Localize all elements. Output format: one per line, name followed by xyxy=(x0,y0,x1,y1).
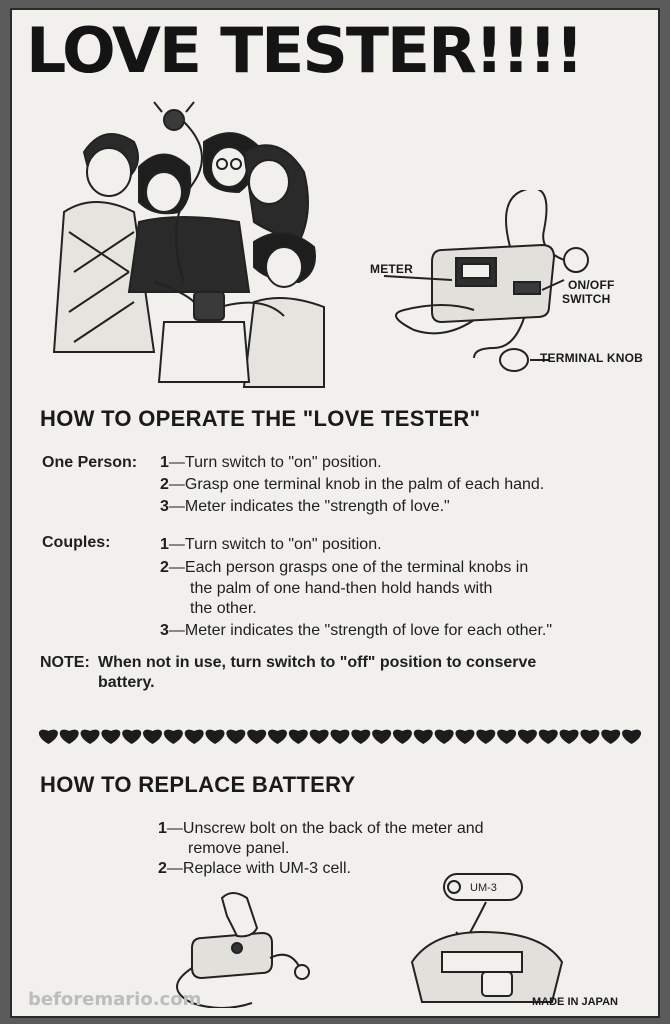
heart-icon xyxy=(476,730,495,744)
watermark: beforemario.com xyxy=(28,989,202,1010)
one-person-step-3: 3—Meter indicates the "strength of love." xyxy=(160,498,450,515)
hearts-divider xyxy=(38,724,642,748)
heart-icon xyxy=(226,730,245,744)
heart-icon xyxy=(101,730,120,744)
couples-step-2-cont1: the palm of one hand-then hold hands with xyxy=(190,580,493,597)
heart-icon xyxy=(414,730,433,744)
note-line-2: battery. xyxy=(98,674,155,691)
heart-icon xyxy=(497,730,516,744)
battery-step-1-cont: remove panel. xyxy=(188,840,290,857)
heart-icon xyxy=(518,730,537,744)
heart-icon xyxy=(560,730,579,744)
heart-icon xyxy=(143,730,162,744)
heart-icon xyxy=(580,730,599,744)
operate-heading: HOW TO OPERATE THE "LOVE TESTER" xyxy=(40,406,481,431)
people-illustration xyxy=(44,92,344,392)
heart-icon xyxy=(164,730,183,744)
heart-icon xyxy=(122,730,141,744)
one-person-step-1: 1—Turn switch to "on" position. xyxy=(160,454,382,471)
meter-label: METER xyxy=(370,262,413,276)
battery-compartment-illustration xyxy=(402,862,582,1012)
heart-icon xyxy=(268,730,287,744)
heart-icon xyxy=(351,730,370,744)
made-in-label: MADE IN JAPAN xyxy=(532,996,618,1008)
heart-icon xyxy=(60,730,79,744)
heart-icon xyxy=(435,730,454,744)
note-line-1: When not in use, turn switch to "off" position to conserve xyxy=(98,654,537,671)
switch-label-line1: ON/OFF xyxy=(568,278,615,292)
terminal-knob-label: TERMINAL KNOB xyxy=(540,351,644,365)
heart-icon xyxy=(622,730,641,744)
heart-icon xyxy=(539,730,558,744)
heart-icon xyxy=(289,730,308,744)
heart-icon xyxy=(39,730,58,744)
heart-icon xyxy=(331,730,350,744)
heart-icon xyxy=(206,730,225,744)
heart-icon xyxy=(185,730,204,744)
heart-icon xyxy=(81,730,100,744)
page-title: LOVE TESTER!!!! xyxy=(26,14,582,87)
one-person-label: One Person: xyxy=(42,454,138,471)
couples-step-3: 3—Meter indicates the "strength of love for each other." xyxy=(160,622,553,639)
switch-label-line2: SWITCH xyxy=(562,292,611,306)
one-person-step-2: 2—Grasp one terminal knob in the palm of each hand. xyxy=(160,476,545,493)
battery-step-2: 2—Replace with UM-3 cell. xyxy=(158,860,351,877)
heart-icon xyxy=(372,730,391,744)
heart-icon xyxy=(393,730,412,744)
battery-heading: HOW TO REPLACE BATTERY xyxy=(40,772,356,797)
couples-step-2-cont2: the other. xyxy=(190,600,257,617)
couples-step-1: 1—Turn switch to "on" position. xyxy=(160,536,382,553)
battery-step-1: 1—Unscrew bolt on the back of the meter and xyxy=(158,820,484,837)
heart-icon xyxy=(455,730,474,744)
couples-step-2: 2—Each person grasps one of the terminal knobs in xyxy=(160,559,529,576)
heart-icon xyxy=(310,730,329,744)
battery-label: UM-3 xyxy=(470,882,497,894)
heart-icon xyxy=(247,730,266,744)
instruction-sheet xyxy=(10,8,660,1018)
note-label: NOTE: xyxy=(40,654,90,671)
heart-icon xyxy=(601,730,620,744)
couples-label: Couples: xyxy=(42,534,111,551)
